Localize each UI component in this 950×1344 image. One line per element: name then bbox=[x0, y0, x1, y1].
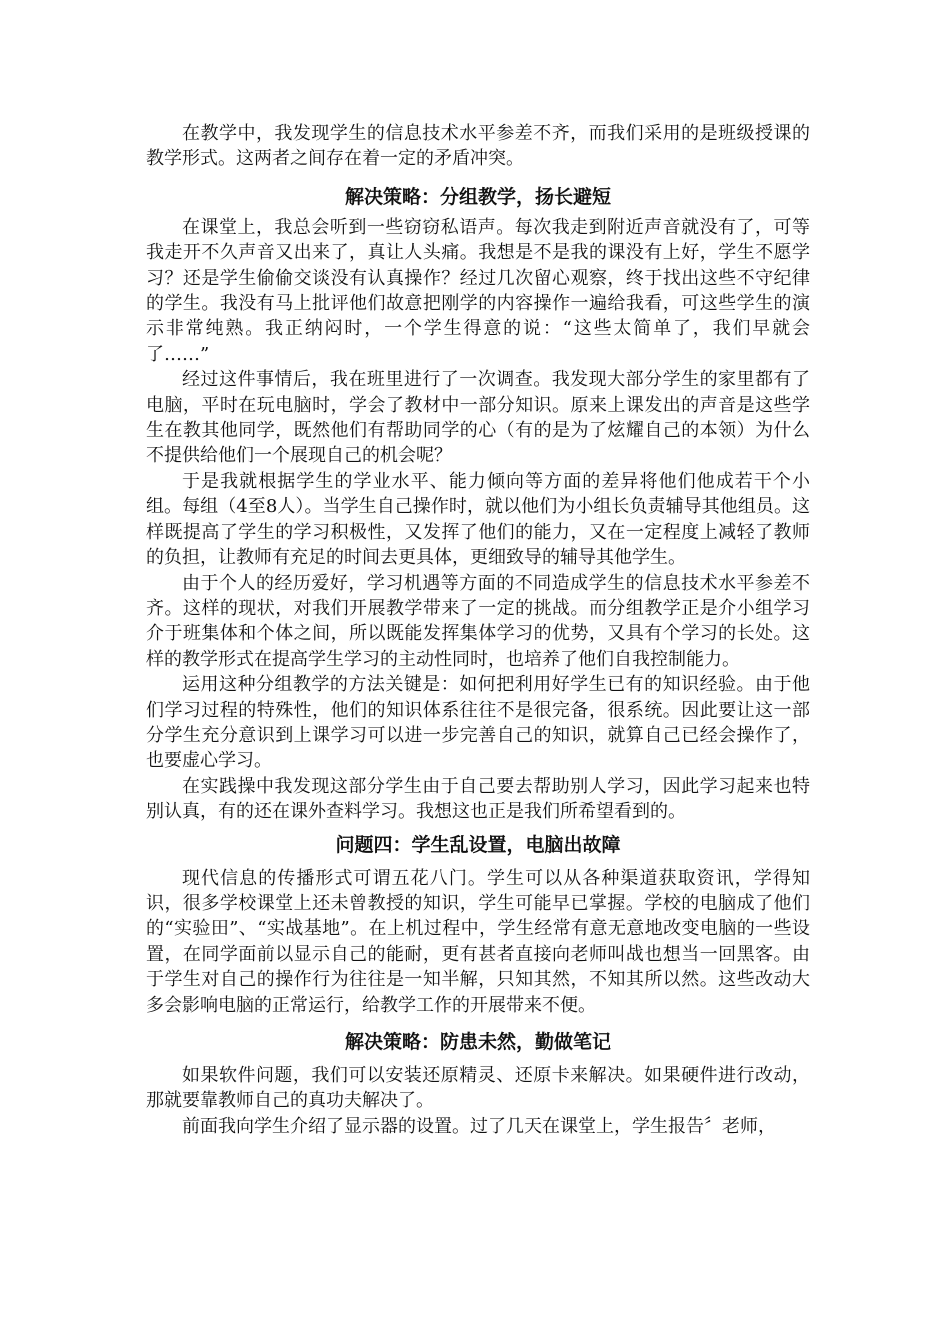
heading-problem-four: 问题四：学生乱设置，电脑出故障 bbox=[335, 833, 621, 856]
paragraph-1: 在教学中，我发现学生的信息技术水平参差不齐，而我们采用的是班级授课的教学形式。这两者之间存在着一定的矛盾冲突。 bbox=[146, 123, 810, 170]
paragraph-8: 现代信息的传播形式可谓五花八门。学生可以从各种渠道获取资讯，学得知识，很多学校课堂上还未曾教授的知识，学生可能早已掌握。学校的电脑成了他们的“实验田”、“实战基地”。在上机过程中，学生经常有意无意地改变电脑的一些设置，在同学面前以显示自己的能耐，更有甚者直接向老师叫战也想当一回黑客。由于学生对自己的操作行为往往是一知半解，只知其然，不知其所以然。这些改动大多会影响电脑的正常运行，给教学工作的开展带来不便。 bbox=[146, 867, 810, 1016]
paragraph-9: 如果软件问题，我们可以安装还原精灵、还原卡来解决。如果硬件进行改动，那就要靠教师自己的真功夫解决了。 bbox=[146, 1065, 810, 1112]
paragraph-7: 在实践操中我发现这部分学生由于自己要去帮助别人学习，因此学习起来也特别认真，有的还在课外查料学习。我想这也正是我们所希望看到的。 bbox=[146, 775, 810, 823]
paragraph-6: 运用这种分组教学的方法关键是：如何把利用好学生已有的知识经验。由于他们学习过程的特殊性，他们的知识体系往往不是很完备，很系统。因此要让这一部分学生充分意识到上课学习可以进一步完善自己的知识，就算自己已经会操作了，也要虚心学习。 bbox=[146, 674, 810, 772]
paragraph-2: 在课堂上，我总会听到一些窃窃私语声。每次我走到附近声音就没有了，可等我走开不久声音又出来了，真让人头痛。我想是不是我的课没有上好，学生不愿学习？还是学生偷偷交谈没有认真操作？经过几次留心观察，终于找出这些不守纪律的学生。我没有马上批评他们故意把刚学的内容操作一遍给我看，可这些学生的演示非常纯熟。我正纳闷时，一个学生得意的说：“这些太简单了，我们早就会了……” bbox=[146, 216, 810, 365]
document-page bbox=[146, 121, 810, 1139]
heading-strategy-grouping: 解决策略：分组教学，扬长避短 bbox=[344, 185, 611, 208]
paragraph-10: 前面我向学生介绍了显示器的设置。过了几天在课堂上，学生报告〞老师， bbox=[182, 1115, 776, 1137]
heading-strategy-prevention: 解决策略：防患未然，勤做笔记 bbox=[344, 1031, 611, 1053]
paragraph-5: 由于个人的经历爱好，学习机遇等方面的不同造成学生的信息技术水平参差不齐。这样的现状，对我们开展教学带来了一定的挑战。而分组教学正是介小组学习介于班集体和个体之间，所以既能发挥集体学习的优势，又具有个学习的长处。这样的教学形式在提高学生学习的主动性同时，也培养了他们自我控制能力。 bbox=[146, 572, 810, 670]
paragraph-4: 于是我就根据学生的学业水平、能力倾向等方面的差异将他们他成若干个小组。每组（4至8人）。当学生自己操作时，就以他们为小组长负责辅导其他组员。这样既提高了学生的学习积极性，又发挥了他们的能力，又在一定程度上减轻了教师的负担，让教师有充足的时间去更具体，更细致导的辅导其他学生。 bbox=[146, 470, 810, 569]
paragraph-3: 经过这件事情后，我在班里进行了一次调查。我发现大部分学生的家里都有了电脑，平时在玩电脑时，学会了教材中一部分知识。原来上课发出的声音是这些学生在教其他同学，既然他们有帮助同学的心（有的是为了炫耀自己的本领）为什么不提供给他们一个展现自己的机会呢？ bbox=[146, 369, 810, 467]
